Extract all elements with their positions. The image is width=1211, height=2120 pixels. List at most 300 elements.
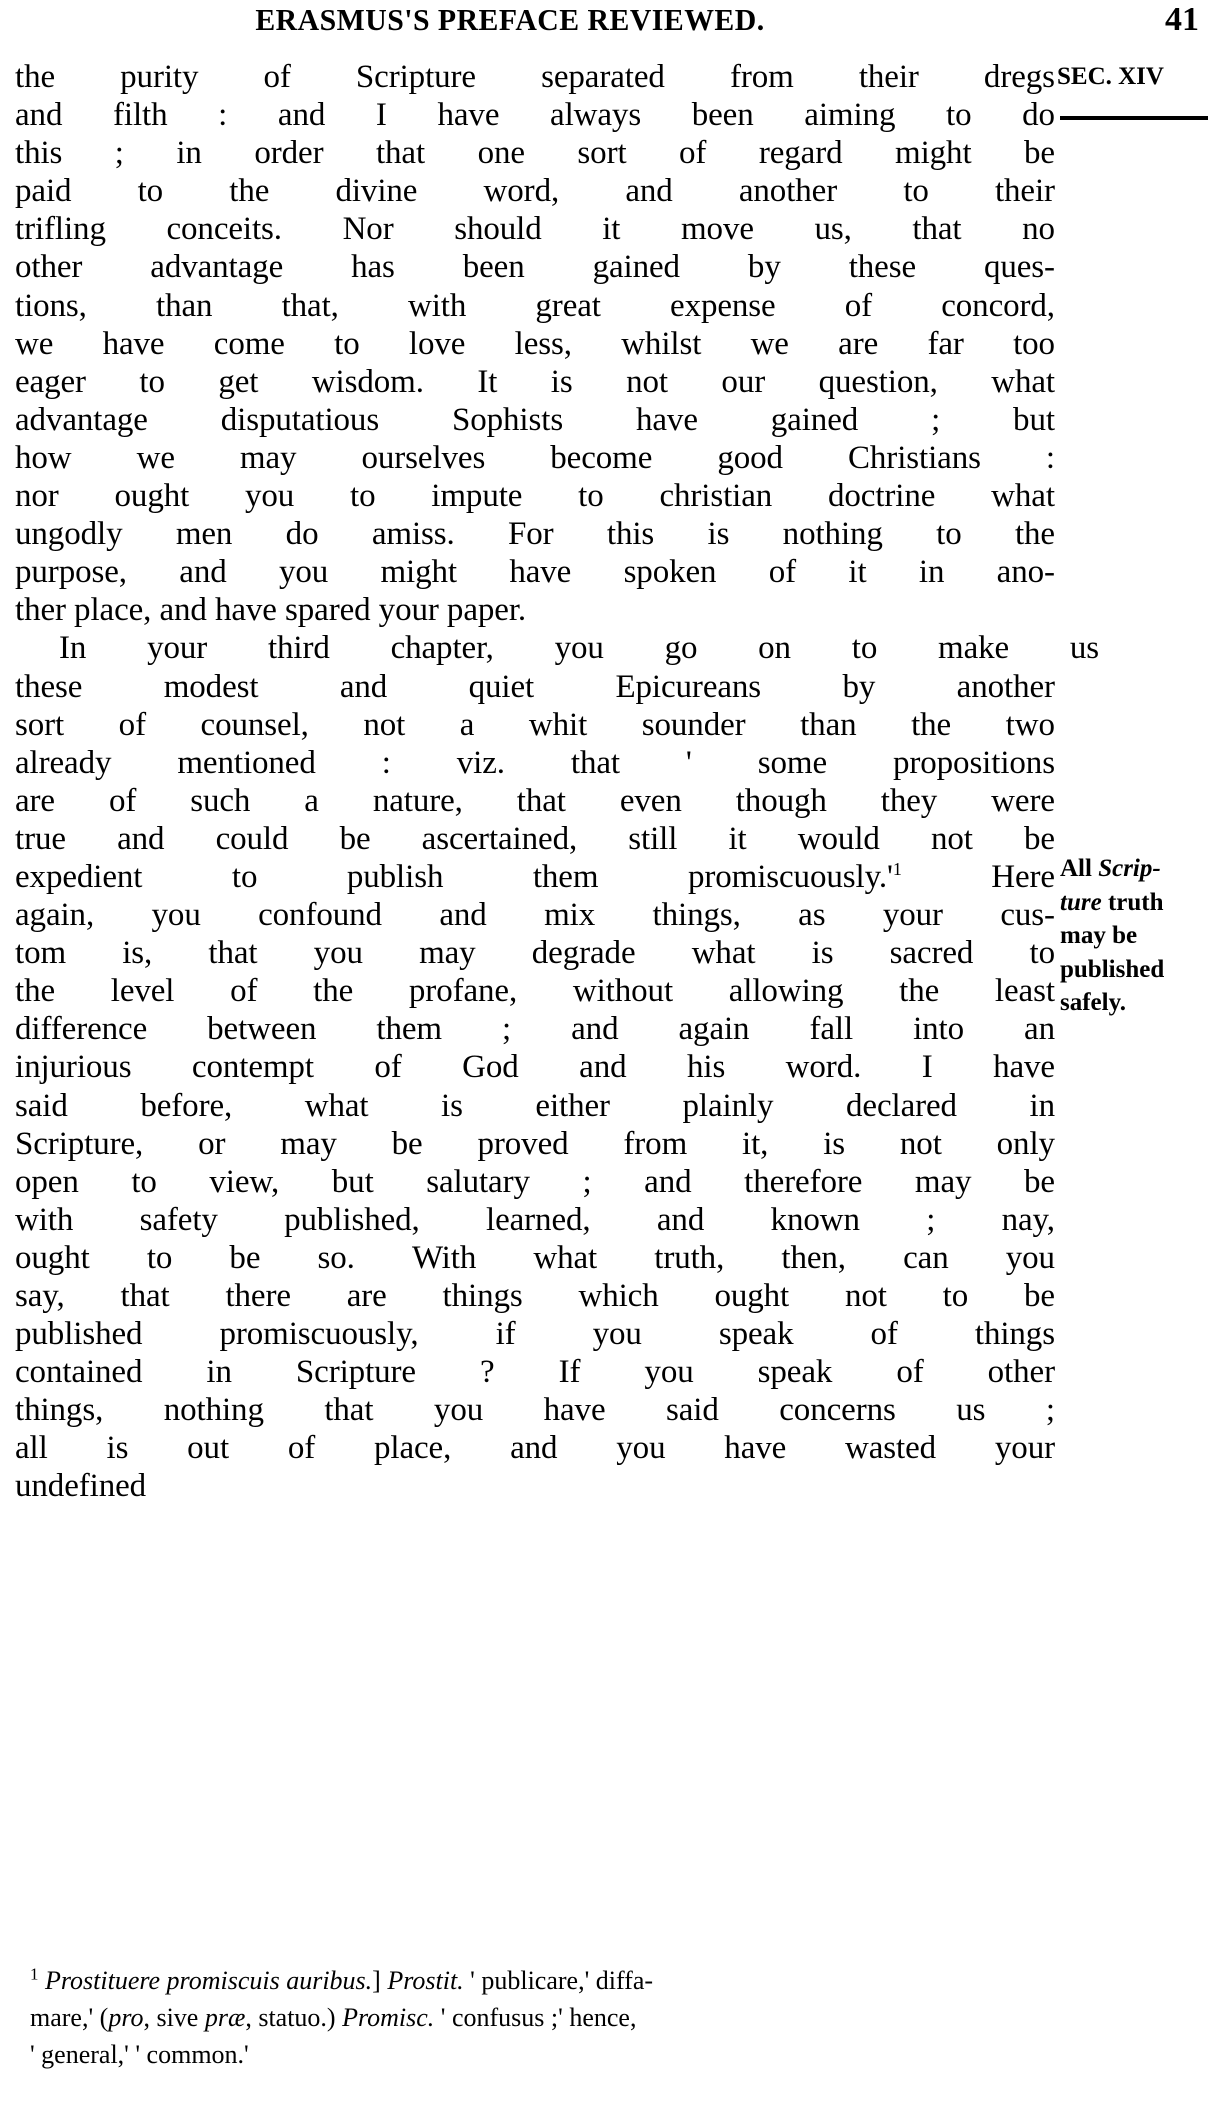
word: is: [707, 516, 730, 553]
text-line: [15, 325, 1055, 363]
word: and: [625, 173, 673, 210]
word: to: [903, 173, 929, 210]
word: ;: [114, 135, 124, 172]
text-line: [15, 1201, 1055, 1239]
word: get: [218, 363, 259, 400]
word: it: [848, 554, 867, 591]
word: only: [996, 1125, 1055, 1162]
word: to: [350, 478, 376, 515]
word: of: [374, 1049, 402, 1086]
text-line: [15, 896, 1055, 934]
word: therefore: [744, 1163, 863, 1200]
word: without: [572, 973, 674, 1010]
margin-note-text: All: [1060, 855, 1099, 882]
word: mentioned: [177, 744, 316, 781]
word: the: [15, 973, 56, 1010]
word: far: [927, 325, 964, 362]
word: an: [1024, 1011, 1055, 1048]
word: third: [267, 630, 330, 667]
word: true: [15, 820, 66, 857]
word: us: [956, 1392, 986, 1429]
word: before,: [140, 1087, 233, 1124]
word: and: [117, 820, 165, 857]
word: If: [558, 1354, 581, 1391]
word: whilst: [621, 325, 702, 362]
word: said: [666, 1392, 719, 1429]
word: purpose,: [15, 554, 127, 591]
word: we: [136, 439, 175, 476]
word: God: [462, 1049, 519, 1086]
word: and: [644, 1163, 692, 1200]
word: that: [120, 1278, 170, 1314]
word: published,: [284, 1201, 420, 1238]
word: and: [579, 1049, 627, 1086]
word: place,: [373, 1430, 452, 1467]
word: be: [1024, 135, 1055, 172]
word: :: [381, 744, 391, 781]
word: sacred: [889, 935, 974, 972]
word: ;: [931, 401, 941, 438]
word: ?: [480, 1354, 495, 1391]
word: on: [758, 630, 791, 667]
word: speak: [718, 1316, 794, 1353]
word: no: [1022, 211, 1055, 248]
word: two: [1005, 706, 1055, 743]
text-line: [15, 439, 1055, 477]
word: degrade: [531, 935, 636, 972]
word: things: [974, 1316, 1055, 1353]
word: you: [616, 1430, 666, 1467]
word: be: [391, 1125, 423, 1162]
word: to: [146, 1239, 173, 1276]
word: our: [721, 363, 766, 400]
word: in: [176, 135, 202, 172]
word: of: [118, 706, 146, 743]
word: Sophists: [451, 401, 564, 438]
word: and: [439, 897, 487, 934]
word: not: [930, 820, 973, 857]
word: sounder: [641, 706, 746, 743]
word: in: [1029, 1087, 1055, 1124]
word: is,: [122, 935, 153, 972]
word: of: [768, 554, 797, 591]
word: another: [956, 668, 1055, 705]
text-line: [15, 1315, 1055, 1353]
word: good: [717, 439, 783, 476]
word: do: [285, 516, 319, 553]
text-line: [15, 1353, 1055, 1391]
word: might: [380, 554, 457, 591]
word: divine: [335, 173, 418, 210]
margin-note-line: [1060, 886, 1211, 920]
word: question,: [818, 363, 938, 400]
word: you: [1005, 1239, 1055, 1276]
word: than: [800, 706, 857, 743]
word: declared: [846, 1087, 957, 1124]
footnote-italic-abbrev: Prostit.: [387, 1966, 464, 1995]
word: these: [15, 668, 83, 705]
word: to: [334, 325, 360, 362]
word: be: [1023, 820, 1055, 857]
word: nothing: [782, 516, 883, 553]
word: aiming: [804, 97, 896, 134]
word: things: [442, 1278, 523, 1314]
word: regard: [758, 135, 843, 172]
word: to: [946, 97, 972, 134]
word: nay,: [1001, 1201, 1055, 1238]
word: again,: [15, 897, 95, 934]
word: from: [623, 1125, 688, 1162]
word: allowing: [728, 973, 844, 1010]
word: Here: [991, 858, 1055, 895]
text-line: [15, 515, 1055, 553]
word: said: [15, 1087, 68, 1124]
word: In: [59, 630, 87, 667]
text-line: [15, 1163, 1055, 1201]
word: of: [108, 782, 137, 819]
word: I: [921, 1049, 933, 1086]
word: order: [254, 135, 324, 172]
word: but: [331, 1163, 374, 1200]
word: what: [304, 1087, 369, 1124]
word: things,: [15, 1392, 104, 1429]
text-line: [15, 1391, 1055, 1429]
word: It: [477, 363, 498, 400]
word: Scripture: [295, 1354, 416, 1391]
word: come: [213, 325, 285, 362]
word: and: [571, 1011, 619, 1048]
word: have: [724, 1430, 787, 1467]
word: wisdom.: [311, 363, 424, 400]
word: Christians: [848, 439, 981, 476]
word: not: [899, 1125, 942, 1162]
footnote-line-3: ' general,' ' common.': [30, 2040, 249, 2069]
word: is: [441, 1087, 463, 1124]
word: we: [15, 325, 54, 362]
word: nor: [15, 478, 59, 515]
word: have: [635, 401, 698, 438]
footnote-text: ]: [372, 1966, 388, 1995]
word: ought: [15, 1239, 90, 1276]
footnote-italic-latin: Prostituere promiscuis auribus.: [45, 1966, 373, 1995]
word: that: [516, 782, 566, 819]
word: what: [991, 363, 1055, 400]
word: of: [679, 135, 707, 172]
word: modest: [163, 668, 259, 705]
text-line: [15, 287, 1055, 325]
word: with: [15, 1201, 74, 1238]
word: of: [844, 287, 873, 324]
word: and: [339, 668, 388, 705]
word: propositions: [892, 744, 1055, 781]
word: us: [1069, 630, 1099, 667]
word: contained: [15, 1354, 143, 1391]
word: has: [351, 249, 395, 286]
word: you: [592, 1316, 642, 1353]
word: already: [15, 744, 112, 781]
word: or: [198, 1125, 226, 1162]
word: are: [838, 325, 879, 362]
word: to: [578, 478, 604, 515]
text-line: [15, 1277, 1055, 1315]
word: to: [936, 516, 962, 553]
word: may: [280, 1125, 337, 1162]
word: to: [131, 1163, 157, 1200]
paragraph-1: [15, 58, 1055, 629]
word: what: [691, 935, 756, 972]
word: :: [1045, 439, 1055, 476]
word: expense: [670, 287, 776, 324]
word: christian: [659, 478, 773, 515]
word: ques-: [983, 249, 1055, 286]
word: move: [680, 211, 754, 248]
word: been: [691, 97, 754, 134]
word: make: [938, 630, 1010, 667]
footnote-italic-prae: præ: [204, 2003, 246, 2032]
word: too: [1013, 325, 1055, 362]
word: mix: [544, 897, 596, 934]
word: confound: [258, 897, 382, 934]
word: should: [454, 211, 542, 248]
word: known: [770, 1201, 860, 1238]
footnote-text: ' confusus ;' hence,: [434, 2003, 637, 2032]
margin-note-line: [1060, 852, 1211, 886]
text-line: [15, 401, 1055, 439]
word: them: [532, 858, 599, 895]
word: be: [1024, 1163, 1055, 1200]
word: great: [535, 287, 601, 324]
word: may: [239, 439, 297, 476]
word: it,: [742, 1125, 769, 1162]
word: always: [550, 97, 642, 134]
word: have: [993, 1049, 1055, 1086]
word: wasted: [845, 1430, 937, 1467]
word: gained: [592, 249, 680, 286]
word: ;: [926, 1201, 936, 1238]
word: what: [991, 478, 1055, 515]
word: one: [477, 135, 525, 172]
text-line: [15, 553, 1055, 591]
word: say,: [15, 1278, 65, 1314]
word: been: [462, 249, 525, 286]
word: you: [433, 1392, 484, 1429]
page-number: 41: [1165, 1, 1199, 38]
word: could: [215, 820, 289, 857]
word: your: [994, 1430, 1055, 1467]
text-line: [15, 58, 1055, 96]
word: trifling: [15, 211, 106, 248]
footnote-text: mare,' (: [30, 2003, 109, 2032]
word: the: [313, 973, 354, 1010]
text-line: [15, 248, 1055, 286]
word: them: [376, 1011, 443, 1048]
word: other: [987, 1354, 1055, 1391]
margin-note-rule: [1060, 116, 1208, 120]
word: in: [918, 554, 945, 591]
word: into: [913, 1011, 965, 1048]
word: that: [912, 211, 962, 248]
word: have: [102, 325, 165, 362]
word: viz.: [456, 744, 505, 781]
text-line: [15, 363, 1055, 401]
word: all: [15, 1430, 48, 1467]
word: to: [231, 858, 258, 895]
word: level: [110, 973, 175, 1010]
text-line: [15, 96, 1055, 134]
word: what: [533, 1239, 598, 1276]
word: doctrine: [828, 478, 936, 515]
text-line: [15, 744, 1055, 782]
word: publish: [346, 858, 444, 895]
text-line: [15, 629, 1099, 667]
word: this: [15, 135, 63, 172]
text-line: [15, 134, 1055, 172]
margin-note-scripture: [1060, 852, 1211, 1020]
word: this: [606, 516, 655, 553]
word: you: [278, 554, 329, 591]
word: your: [882, 897, 943, 934]
text-line: [15, 782, 1055, 820]
word: Nor: [342, 211, 394, 248]
word: paid: [15, 173, 72, 210]
word: is: [811, 935, 834, 972]
word: Epicureans: [615, 668, 762, 705]
word: I: [375, 97, 387, 134]
word: sort: [15, 706, 65, 743]
word: it: [602, 211, 621, 248]
footnote-marker: 1: [30, 1964, 39, 1984]
word: were: [991, 782, 1055, 819]
footnote: [30, 1962, 1190, 2073]
word: there: [225, 1278, 291, 1314]
margin-note-line: safely.: [1060, 989, 1126, 1017]
text-line: [15, 668, 1055, 706]
word: to: [851, 630, 878, 667]
word: is: [550, 363, 573, 400]
word: you: [245, 478, 295, 515]
word: word.: [785, 1049, 862, 1086]
word: ano-: [996, 554, 1055, 591]
margin-note-italic: Scrip-: [1098, 855, 1161, 882]
word: concerns: [779, 1392, 896, 1429]
word: tom: [15, 935, 67, 972]
word: of: [896, 1354, 924, 1391]
word: published: [15, 1316, 143, 1353]
word: of: [230, 973, 258, 1010]
word: sort: [577, 135, 627, 172]
word: spoken: [623, 554, 717, 591]
text-line: [15, 172, 1055, 210]
word: be: [1023, 1278, 1055, 1314]
word: injurious: [15, 1049, 132, 1086]
word: that: [375, 135, 426, 172]
word: a: [304, 782, 319, 819]
word: and: [179, 554, 227, 591]
word: of: [870, 1316, 898, 1353]
word: salutary: [426, 1163, 530, 1200]
word: open: [15, 1163, 79, 1200]
footnote-marker-inline: 1: [892, 858, 902, 879]
word: are: [15, 782, 55, 819]
word: even: [619, 782, 682, 819]
word: go: [664, 630, 698, 667]
word: have: [543, 1392, 606, 1429]
word: to: [137, 173, 164, 210]
word: such: [190, 782, 251, 819]
word: ;: [1045, 1392, 1055, 1429]
word: tions,: [15, 287, 87, 324]
word: speak: [757, 1354, 833, 1391]
word: cus-: [1000, 897, 1055, 934]
word: For: [508, 516, 554, 553]
word: learned,: [486, 1201, 591, 1238]
word: love: [408, 325, 466, 362]
word: dregs: [983, 59, 1055, 95]
word: some: [757, 744, 827, 781]
word: have: [509, 554, 572, 591]
word: by: [747, 249, 781, 286]
word: counsel,: [200, 706, 309, 743]
word: have: [437, 97, 500, 134]
word: that: [208, 935, 258, 972]
word: to: [1029, 935, 1055, 972]
text-line: [15, 820, 1055, 858]
word: not: [844, 1278, 887, 1314]
word: is: [106, 1430, 129, 1467]
word: out: [187, 1430, 230, 1467]
word: nature,: [372, 782, 463, 819]
text-line: undefined: [15, 1468, 147, 1505]
word: you: [313, 935, 363, 972]
word: which: [578, 1278, 659, 1314]
word: we: [750, 325, 789, 362]
margin-note-line: published: [1060, 955, 1165, 983]
word: fall: [809, 1011, 854, 1048]
word: be: [229, 1239, 261, 1276]
word: though: [735, 782, 827, 819]
word: with: [407, 287, 467, 324]
text-line: ther place, and have spared your paper.: [15, 592, 527, 629]
word: they: [880, 782, 938, 819]
word: would: [797, 820, 880, 857]
word: to: [139, 363, 165, 400]
text-line: [15, 1239, 1055, 1277]
footnote-text: , sive: [143, 2003, 205, 2032]
word: less,: [514, 325, 572, 362]
word: the: [899, 973, 940, 1010]
word: advantage: [150, 249, 284, 286]
word: chapter,: [390, 630, 494, 667]
word: filth: [113, 97, 168, 134]
text-line: [15, 1429, 1055, 1467]
footnote-italic-pro: pro: [108, 2003, 144, 2032]
word: their: [994, 173, 1055, 210]
word: the: [229, 173, 270, 210]
word: that,: [281, 287, 339, 324]
word: gained: [770, 401, 859, 438]
word: contempt: [191, 1049, 314, 1086]
word: is: [823, 1125, 846, 1162]
word: nothing: [163, 1392, 264, 1429]
word: proved: [477, 1125, 569, 1162]
word: ;: [502, 1011, 512, 1048]
word: difference: [15, 1011, 148, 1048]
footnote-text: , statuo.): [245, 2003, 343, 2032]
footnote-text: ' publicare,' diffa-: [463, 1966, 654, 1995]
word: quiet: [468, 668, 535, 705]
word: us,: [814, 211, 852, 248]
text-line: [15, 934, 1055, 972]
